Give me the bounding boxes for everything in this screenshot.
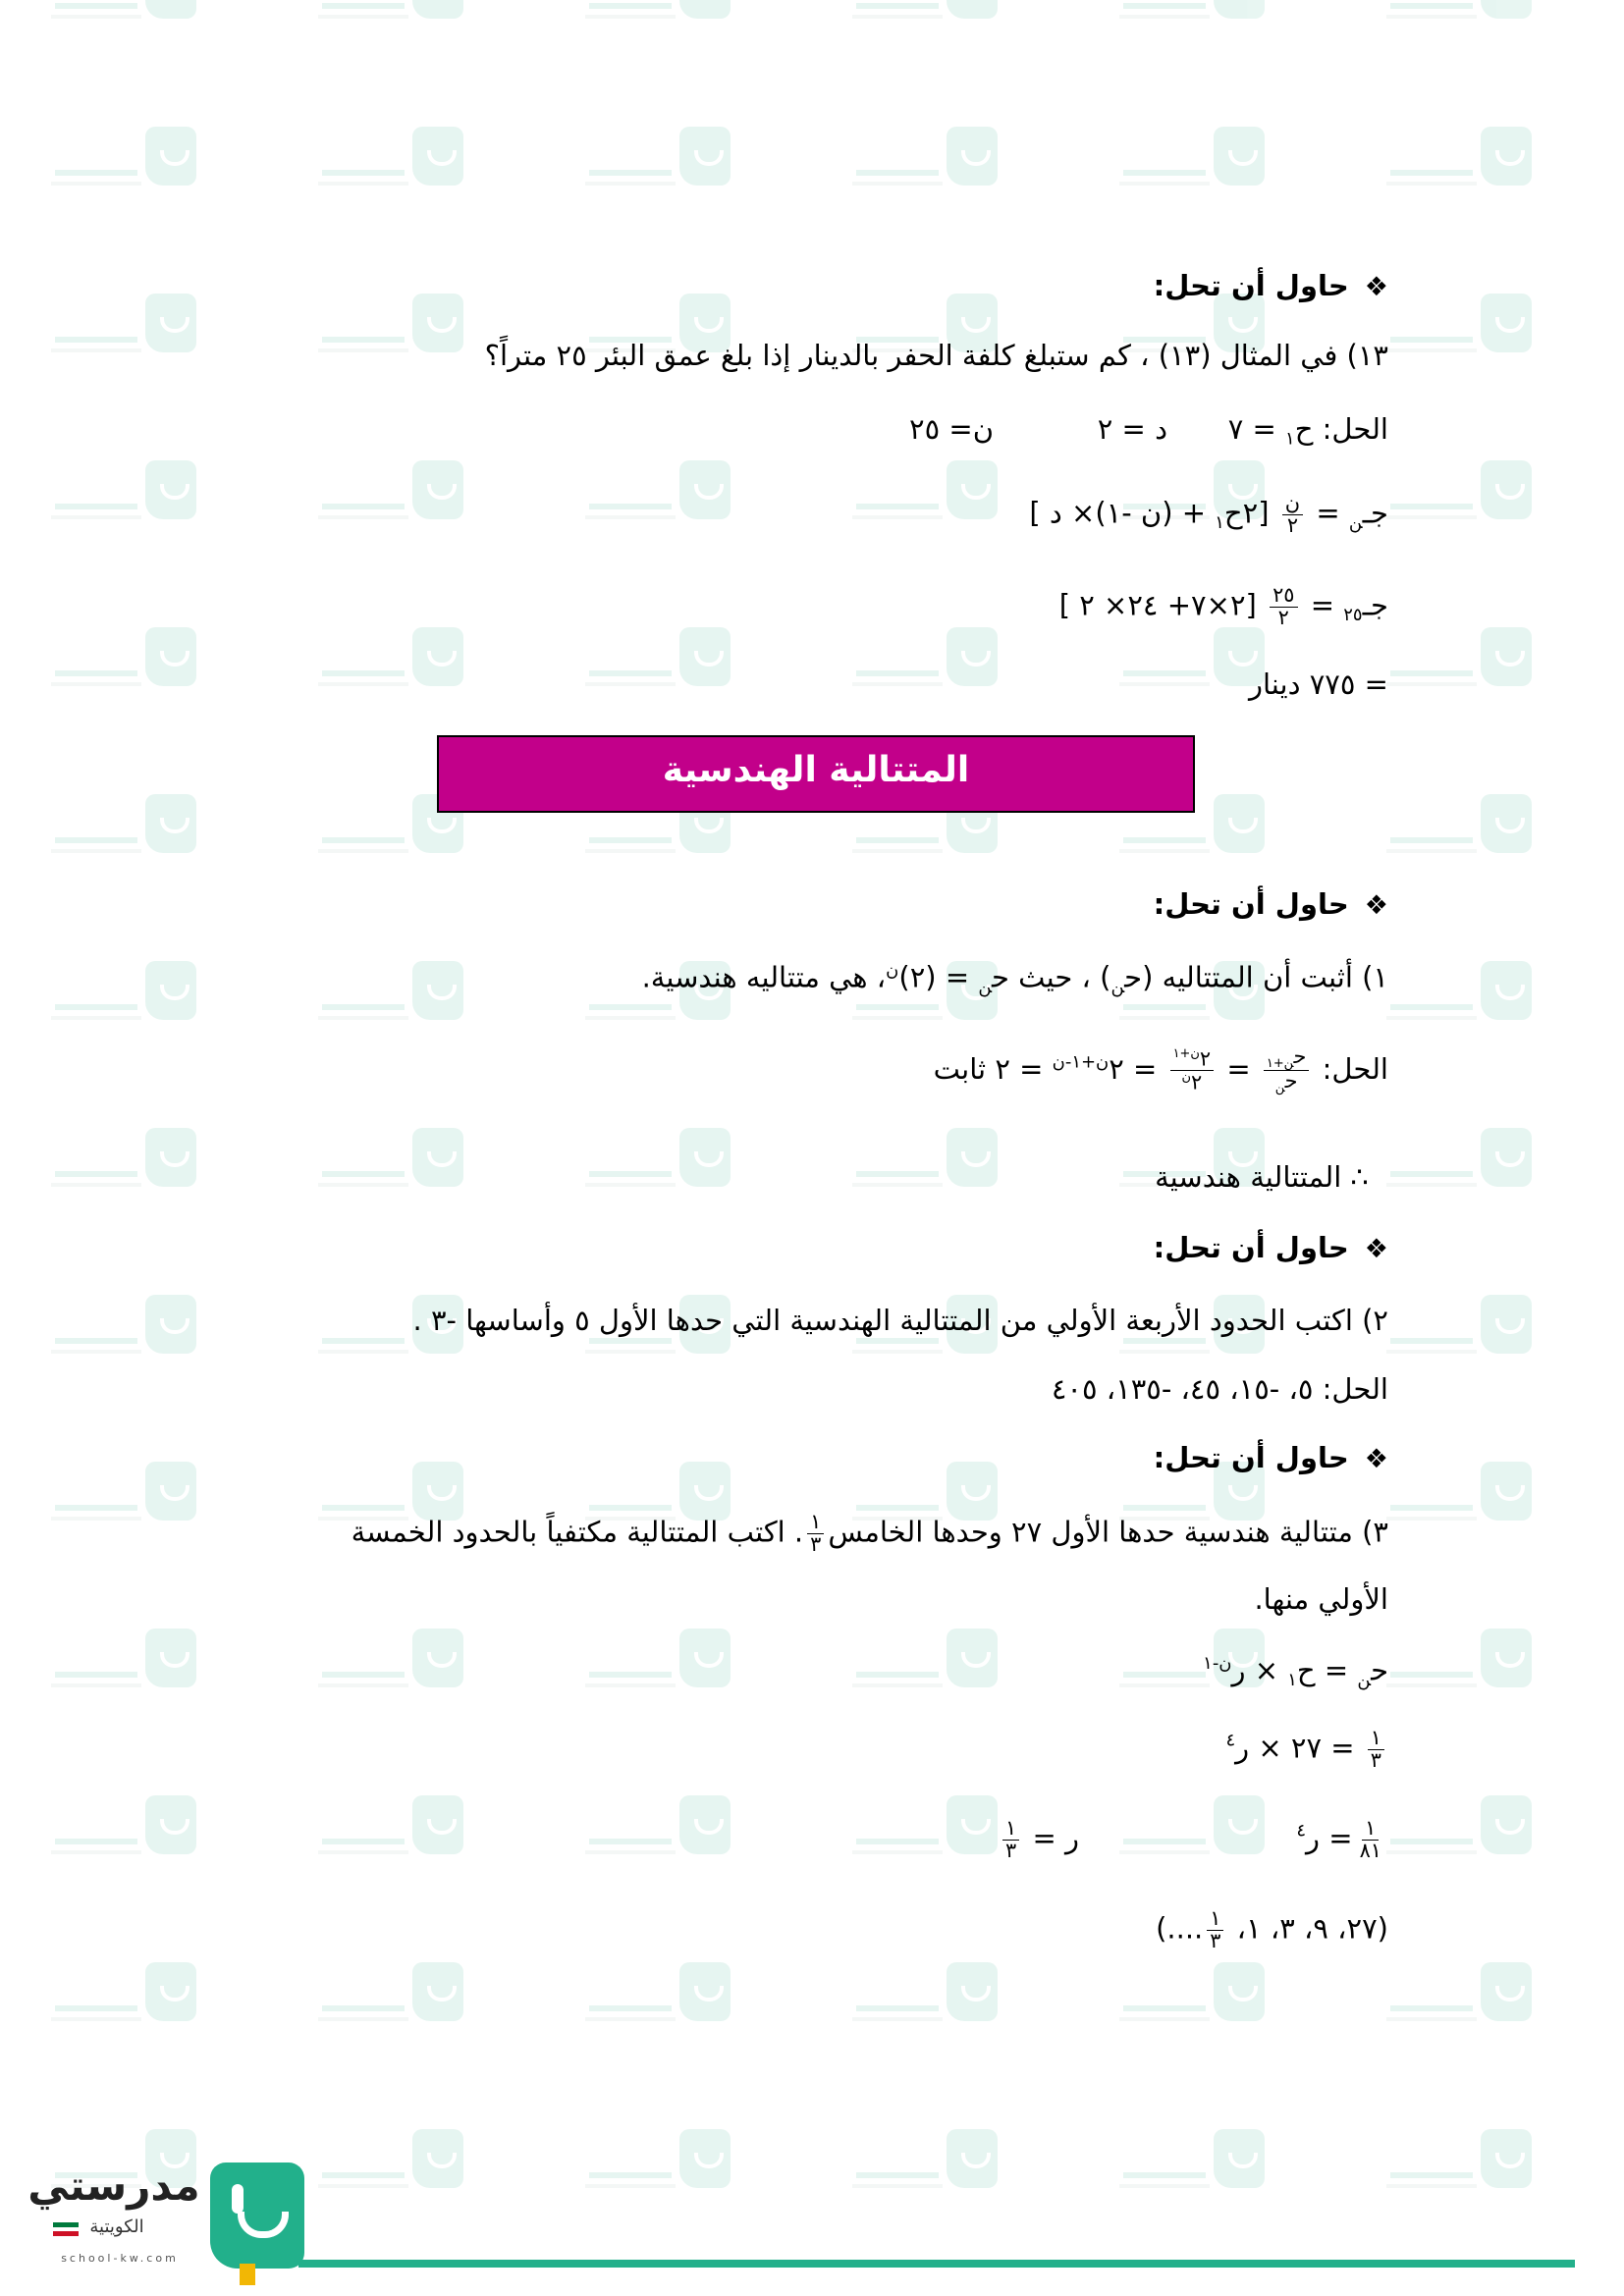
q3-ratio: ر = $\frac{١}{٣}$ [999, 1818, 1079, 1862]
watermark-logo-icon [850, 2125, 998, 2206]
watermark-logo-icon [1384, 1958, 1532, 2039]
watermark-logo-icon [49, 957, 196, 1038]
watermark-logo-icon [1384, 1458, 1532, 1538]
logo-bookmark-icon [240, 2264, 255, 2285]
fraction: $\frac{١}{٣}$ [1002, 1818, 1019, 1862]
watermark-logo-icon [49, 0, 196, 36]
watermark-logo-icon [583, 456, 731, 537]
q3-general-term: ح$_ن$ = ح$_١$ × ر$^{ن-١}$ [1203, 1653, 1388, 1691]
watermark-logo-icon [49, 623, 196, 704]
q1-conclusion: ∴ المتتالية هندسية [1155, 1160, 1369, 1194]
watermark-logo-icon [1384, 2292, 1532, 2296]
q13-substitution: جـ$_{٢٥}$ = $\frac{٢٥}{٢}$ [٢×٧+ ٢٤× ٢ ] [1058, 583, 1388, 629]
watermark-logo-icon [316, 1124, 463, 1204]
watermark-logo-icon [316, 1791, 463, 1872]
watermark-logo-icon [1384, 456, 1532, 537]
watermark-logo-icon [583, 1958, 731, 2039]
question-3-text: ٣) متتالية هندسية حدها الأول ٢٧ وحدها الخامس $\frac{١}{٣}$ . اكتب المتتالية مكتفياً بالحدود الخمسة [351, 1510, 1388, 1556]
logo-name: مدرستي [27, 2162, 200, 2210]
fraction: $\frac{\text{ن}}{٢}$ [1282, 493, 1303, 537]
watermark-logo-icon [583, 123, 731, 203]
q13-given-n: ن= ٢٥ [909, 412, 994, 446]
question-3-text-cont: الأولي منها. [1254, 1582, 1388, 1616]
watermark-logo-icon [583, 2125, 731, 2206]
watermark-logo-icon [316, 957, 463, 1038]
footer-rule [298, 2260, 1575, 2268]
diamond-bullet-icon: ❖ [1364, 1234, 1388, 1264]
watermark-logo-icon [49, 123, 196, 203]
watermark-logo-icon [850, 1958, 998, 2039]
q1-solution: الحل: $\frac{ح_{ن+١}}{ح_ن}$ = $\frac{٢^{ن+١}}{٢^ن}$ = $٢^{ن+١-ن}$ = ٢ ثابت [933, 1044, 1388, 1096]
watermark-logo-icon [1117, 1791, 1265, 1872]
watermark-logo-icon [583, 0, 731, 36]
watermark-logo-icon [316, 290, 463, 370]
q13-given-a1: الحل: ح$_١$ = ٧ [1227, 412, 1388, 450]
banner-title: المتتالية الهندسية [662, 750, 970, 790]
q3-step-3: $\frac{١}{٨١}$ = ر$^٤$ [1296, 1818, 1388, 1862]
fraction: $\frac{١}{٣}$ [1207, 1908, 1223, 1952]
watermark-logo-icon [1384, 1625, 1532, 1705]
watermark-logo-icon [49, 1791, 196, 1872]
diamond-bullet-icon: ❖ [1364, 272, 1388, 302]
fraction: $\frac{ح_{ن+١}}{ح_ن}$ [1264, 1046, 1310, 1095]
watermark-logo-icon [850, 2292, 998, 2296]
try-heading-4: ❖حاول أن تحل: [1153, 1441, 1388, 1474]
watermark-logo-icon [316, 0, 463, 36]
watermark-logo-icon [850, 0, 998, 36]
watermark-logo-icon [49, 290, 196, 370]
watermark-logo-icon [1384, 290, 1532, 370]
watermark-logo-icon [316, 456, 463, 537]
watermark-logo-icon [1384, 123, 1532, 203]
try-heading-2: ❖حاول أن تحل: [1153, 887, 1388, 921]
question-1-text: ١) أثبت أن المتتاليه (ح$_ن$) ، حيث ح$_ن$ = (٢)$^ن$، هي متتاليه هندسية. [641, 960, 1388, 998]
watermark-logo-icon [316, 2125, 463, 2206]
diamond-bullet-icon: ❖ [1364, 890, 1388, 921]
fraction: $\frac{٢٥}{٢}$ [1270, 585, 1297, 629]
fraction: $\frac{١}{٣}$ [1368, 1728, 1384, 1772]
watermark-logo-icon [49, 1625, 196, 1705]
watermark-logo-icon [49, 1958, 196, 2039]
try-heading-3: ❖حاول أن تحل: [1153, 1231, 1388, 1264]
fraction: $\frac{١}{٣}$ [807, 1512, 824, 1556]
watermark-logo-icon [850, 1791, 998, 1872]
logo-url: school-kw.com [61, 2252, 179, 2265]
watermark-logo-icon [583, 2292, 731, 2296]
watermark-logo-icon [1117, 123, 1265, 203]
fraction: $\frac{٢^{ن+١}}{٢^ن}$ [1170, 1047, 1215, 1095]
watermark-logo-icon [316, 123, 463, 203]
watermark-logo-icon [850, 623, 998, 704]
watermark-logo-icon [316, 1958, 463, 2039]
logo-subtitle: الكويتية [89, 2216, 144, 2237]
watermark-logo-icon [1384, 1791, 1532, 1872]
watermark-logo-icon [1117, 2292, 1265, 2296]
watermark-logo-icon [49, 1458, 196, 1538]
q3-sequence: (٢٧، ٩، ٣، ١، $\frac{١}{٣}$ ....) [1156, 1906, 1388, 1952]
diamond-bullet-icon: ❖ [1364, 1444, 1388, 1474]
fraction: $\frac{١}{٨١}$ [1359, 1816, 1381, 1862]
watermark-logo-icon [316, 1625, 463, 1705]
watermark-logo-icon [583, 623, 731, 704]
watermark-logo-icon [583, 1791, 731, 1872]
watermark-logo-icon [316, 623, 463, 704]
watermark-logo-icon [583, 1625, 731, 1705]
watermark-logo-icon [49, 456, 196, 537]
q13-given-d: د = ٢ [1097, 412, 1167, 446]
q13-result: = ٧٧٥ دينار [1248, 667, 1388, 701]
watermark-logo-icon [1384, 2125, 1532, 2206]
watermark-logo-icon [1117, 1958, 1265, 2039]
q13-sum-formula: جـ$_ن$ = $\frac{\text{ن}}{٢}$ [٢ح$_١$ + (ن -١)× د ] [1029, 491, 1388, 537]
watermark-logo-icon [49, 1124, 196, 1204]
kuwait-flag-icon [53, 2222, 79, 2236]
q2-solution: الحل: ٥، -١٥، ٤٥، -١٣٥، ٤٠٥ [1051, 1372, 1388, 1406]
watermark-logo-icon [316, 2292, 463, 2296]
watermark-logo-icon [583, 1124, 731, 1204]
section-banner [437, 735, 1195, 813]
watermark-logo-icon [1384, 623, 1532, 704]
watermark-logo-icon [850, 123, 998, 203]
try-heading-1: ❖حاول أن تحل: [1153, 269, 1388, 302]
watermark-logo-icon [49, 790, 196, 871]
question-2-text: ٢) اكتب الحدود الأربعة الأولي من المتتالية الهندسية التي حدها الأول ٥ وأساسها -٣ . [412, 1304, 1388, 1337]
q3-step-2: $\frac{١}{٣}$ = ٢٧ × ر$^٤$ [1225, 1728, 1388, 1772]
watermark-logo-icon [1117, 2125, 1265, 2206]
watermark-logo-icon [850, 1625, 998, 1705]
watermark-logo-icon [49, 1291, 196, 1371]
watermark-logo-icon [1384, 1124, 1532, 1204]
watermark-logo-icon [1384, 957, 1532, 1038]
watermark-logo-icon [850, 456, 998, 537]
watermark-logo-icon [850, 1124, 998, 1204]
watermark-logo-icon [1384, 1291, 1532, 1371]
watermark-logo-icon [1117, 623, 1265, 704]
watermark-logo-icon [1117, 0, 1265, 36]
school-logo [27, 2158, 283, 2285]
logo-mark-icon [210, 2163, 304, 2269]
watermark-logo-icon [1384, 0, 1532, 36]
watermark-logo-icon [49, 2292, 196, 2296]
question-13-text: ١٣) في المثال (١٣) ، كم ستبلغ كلفة الحفر بالدينار إذا بلغ عمق البئر ٢٥ متراً؟ [484, 339, 1388, 372]
watermark-logo-icon [1384, 790, 1532, 871]
